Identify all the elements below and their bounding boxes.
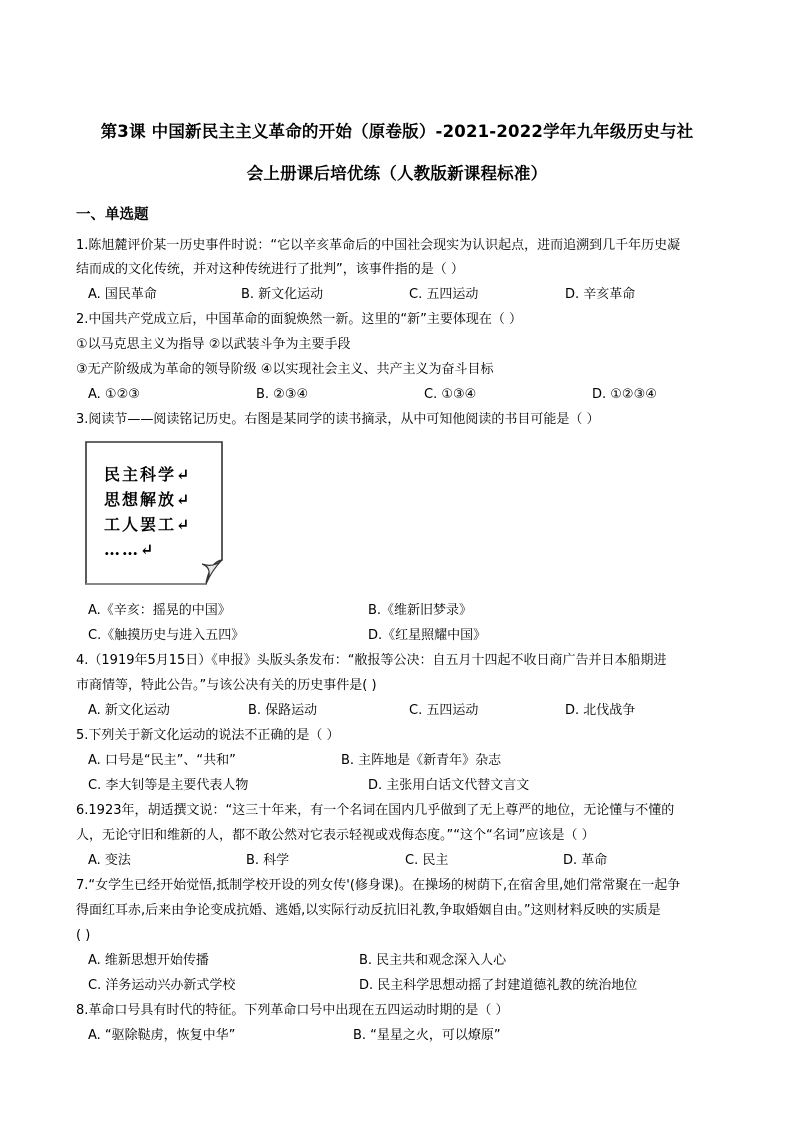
question-8-option-b: B. “星星之火，可以燎原” (353, 1028, 501, 1043)
question-8-option-a: A. “驱除鞑虏，恢复中华” (88, 1028, 236, 1043)
question-4-option-a: A. 新文化运动 (88, 703, 170, 718)
section-heading: 一、单选题 (76, 207, 149, 223)
question-5-option-a: A. 口号是“民主”、“共和” (88, 753, 236, 768)
question-3-text: 3.阅读节——阅读铭记历史。右图是某同学的读书摘录，从中可知他阅读的书目可能是（ ） (76, 412, 600, 427)
question-6-option-c: C. 民主 (405, 853, 449, 868)
note-line-1: 民主科学↵ (104, 465, 192, 484)
document-title-line-2: 会上册课后培优练（人教版新课程标准） (246, 164, 548, 183)
question-6-option-b: B. 科学 (246, 853, 290, 868)
question-4-text-line-2: 市商情等，特此公告。”与该公决有关的历史事件是( ) (76, 678, 377, 693)
question-5-option-c: C. 李大钊等是主要代表人物 (88, 778, 249, 793)
question-8-text: 8.革命口号具有时代的特征。下列革命口号中出现在五四运动时期的是（ ） (76, 1003, 509, 1018)
note-line-3: 工人罢工↵ (104, 515, 192, 534)
question-6-option-a: A. 变法 (88, 853, 131, 868)
question-7-text-line-1: 7.“女学生已经开始觉悟,抵制学校开设的列女传'(修身课)。在操场的树荫下,在宿舍里,她们常常聚在一起争 (76, 878, 681, 893)
question-2-option-c: C. ①③④ (424, 387, 477, 402)
question-5-option-b: B. 主阵地是《新青年》杂志 (341, 753, 502, 768)
question-2-option-b: B. ②③④ (256, 387, 309, 402)
question-7-text-line-2: 得面红耳赤,后来由争论变成抗婚、逃婚,以实际行动反抗旧礼教,争取婚姻自由。”这则材料反映的实质是 (76, 903, 661, 918)
question-2-statement-1: ①以马克思主义为指导 ②以武装斗争为主要手段 (76, 337, 351, 352)
question-5-text: 5.下列关于新文化运动的说法不正确的是（ ） (76, 728, 340, 743)
question-7-option-d: D. 民主科学思想动摇了封建道德礼教的统治地位 (359, 978, 638, 993)
document-title-line-1: 第3课 中国新民主主义革命的开始（原卷版）-2021-2022学年九年级历史与社 (100, 122, 694, 141)
question-2-statement-2: ③无产阶级成为革命的领导阶级 ④以实现社会主义、共产主义为奋斗目标 (76, 362, 494, 377)
question-6-option-d: D. 革命 (563, 853, 608, 868)
question-6-text-line-1: 6.1923年，胡适撰文说：“这三十年来，有一个名词在国内几乎做到了无上尊严的地位，无论懂与不懂的 (76, 803, 675, 818)
question-3-option-c: C.《触摸历史与进入五四》 (88, 628, 245, 643)
question-2-option-d: D. ①②③④ (592, 387, 657, 402)
note-line-2: 思想解放↵ (104, 490, 192, 509)
question-3-option-b: B.《维新旧梦录》 (368, 603, 473, 618)
question-4-option-b: B. 保路运动 (248, 703, 318, 718)
question-7-option-c: C. 洋务运动兴办新式学校 (88, 978, 236, 993)
reading-note-image (84, 440, 224, 586)
question-4-option-d: D. 北伐战争 (565, 703, 636, 718)
question-4-text-line-1: 4.（1919年5月15日）《申报》头版头条发布：“敝报等公决：自五月十四起不收日商广告并日本船期进 (76, 653, 667, 668)
question-1-option-a: A. 国民革命 (88, 287, 157, 302)
question-3-option-a: A.《辛亥：摇晃的中国》 (88, 603, 231, 618)
note-line-4: ……↵ (104, 540, 156, 559)
question-2-option-a: A. ①②③ (88, 387, 140, 402)
question-1-text-line-2: 结而成的文化传统，并对这种传统进行了批判”，该事件指的是（ ） (76, 262, 464, 277)
question-1-option-b: B. 新文化运动 (241, 287, 324, 302)
question-7-option-a: A. 维新思想开始传播 (88, 953, 209, 968)
question-7-text-line-3: ( ) (76, 928, 91, 943)
question-5-option-d: D. 主张用白话文代替文言文 (368, 778, 530, 793)
question-4-option-c: C. 五四运动 (409, 703, 479, 718)
question-2-text: 2.中国共产党成立后，中国革命的面貌焕然一新。这里的“新”主要体现在（ ） (76, 312, 523, 327)
question-1-text-line-1: 1.陈旭麓评价某一历史事件时说：“它以辛亥革命后的中国社会现实为认识起点，进而追溯到几千年历史凝 (76, 238, 681, 253)
question-1-option-d: D. 辛亥革命 (565, 287, 636, 302)
question-7-option-b: B. 民主共和观念深入人心 (359, 953, 507, 968)
question-1-option-c: C. 五四运动 (409, 287, 479, 302)
question-6-text-line-2: 人，无论守旧和维新的人，都不敢公然对它表示轻视或戏侮态度。”“这个“名词”应该是（ ） (76, 828, 595, 843)
question-3-option-d: D.《红星照耀中国》 (368, 628, 487, 643)
